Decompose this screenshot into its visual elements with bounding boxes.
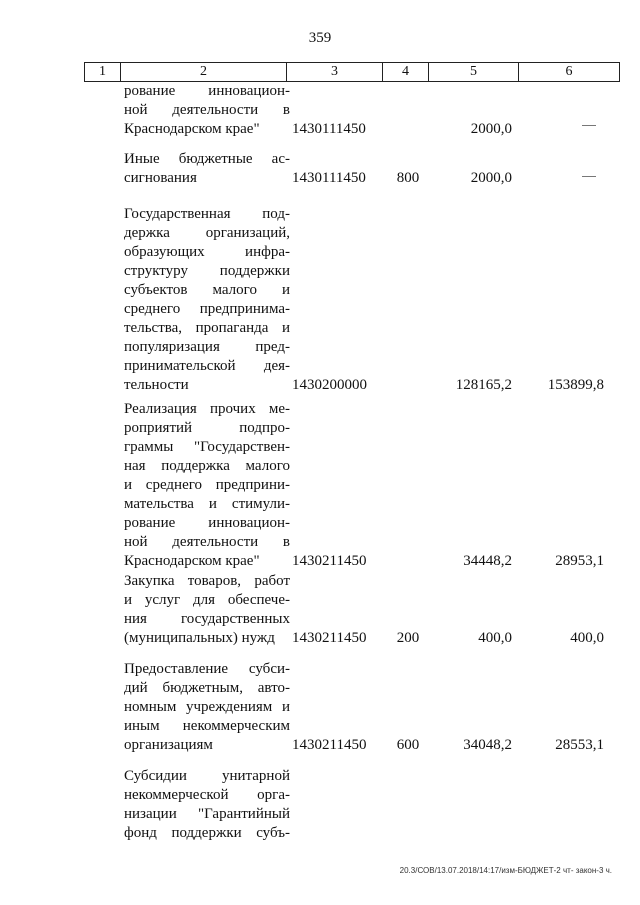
table-row xyxy=(0,205,640,395)
row-vr: 600 xyxy=(396,737,420,753)
row-value-6: 153899,8 xyxy=(547,377,604,393)
row-name: Государственная под- держка организаций, образующих инфра- структуру поддержки субъектов малого и среднего предпринима- тельства, пропаганда и популяризация пред- принимательской дея- тельности xyxy=(124,206,290,393)
row-name: рование инновацион- ной деятельности в Краснодарском крае" xyxy=(124,83,290,137)
row-csr: 1430111450 xyxy=(292,170,366,186)
row-csr: 1430211450 xyxy=(292,630,367,646)
row-value-6: 400,0 xyxy=(570,630,604,646)
row-value-6: 28953,1 xyxy=(555,553,604,569)
row-name: Иные бюджетные ас- сигнования xyxy=(124,151,290,186)
header-col-3: 3 xyxy=(286,63,382,81)
row-name: Закупка товаров, работ и услуг для обеспече- ния государственных (муниципальных) нужд xyxy=(124,573,290,646)
row-value-5: 2000,0 xyxy=(470,121,512,137)
table-header xyxy=(84,62,620,82)
header-col-4: 4 xyxy=(382,63,428,81)
row-name: Реализация прочих ме- роприятий подпро- граммы "Государствен- ная поддержка малого и среднего предприни- мательства и стимули- рование инновацион- ной деятельности в Краснодарском крае" xyxy=(124,401,290,569)
row-value-6-dash xyxy=(582,176,596,177)
row-vr: 800 xyxy=(396,170,420,186)
row-value-5: 34048,2 xyxy=(463,737,512,753)
row-csr: 1430200000 xyxy=(292,377,367,393)
document-footer: 20.3/СОВ/13.07.2018/14:17/изм-БЮДЖЕТ-2 чт- закон-3 ч. xyxy=(399,866,612,875)
row-csr: 1430211450 xyxy=(292,553,367,569)
header-col-2: 2 xyxy=(120,63,286,81)
table-row xyxy=(0,572,640,648)
header-col-6: 6 xyxy=(518,63,620,81)
table-row xyxy=(0,82,640,139)
header-col-1: 1 xyxy=(84,63,120,81)
table-row xyxy=(0,400,640,571)
row-value-5: 34448,2 xyxy=(463,553,512,569)
row-vr: 200 xyxy=(396,630,420,646)
row-csr: 1430111450 xyxy=(292,121,366,137)
row-value-5: 2000,0 xyxy=(470,170,512,186)
row-value-5: 400,0 xyxy=(478,630,512,646)
table-row xyxy=(0,767,640,843)
header-col-5: 5 xyxy=(428,63,518,81)
row-value-6: 28553,1 xyxy=(555,737,604,753)
table-row xyxy=(0,660,640,755)
page-number: 359 xyxy=(308,30,332,46)
row-name: Предоставление субси- дий бюджетным, авто- номным учреждениям и иным некоммерческим организациям xyxy=(124,661,290,753)
row-name: Субсидии унитарной некоммерческой орга- низации "Гарантийный фонд поддержки субъ- xyxy=(124,768,290,841)
row-csr: 1430211450 xyxy=(292,737,367,753)
row-value-5: 128165,2 xyxy=(455,377,512,393)
row-value-6-dash xyxy=(582,125,596,126)
table-row xyxy=(0,150,640,188)
